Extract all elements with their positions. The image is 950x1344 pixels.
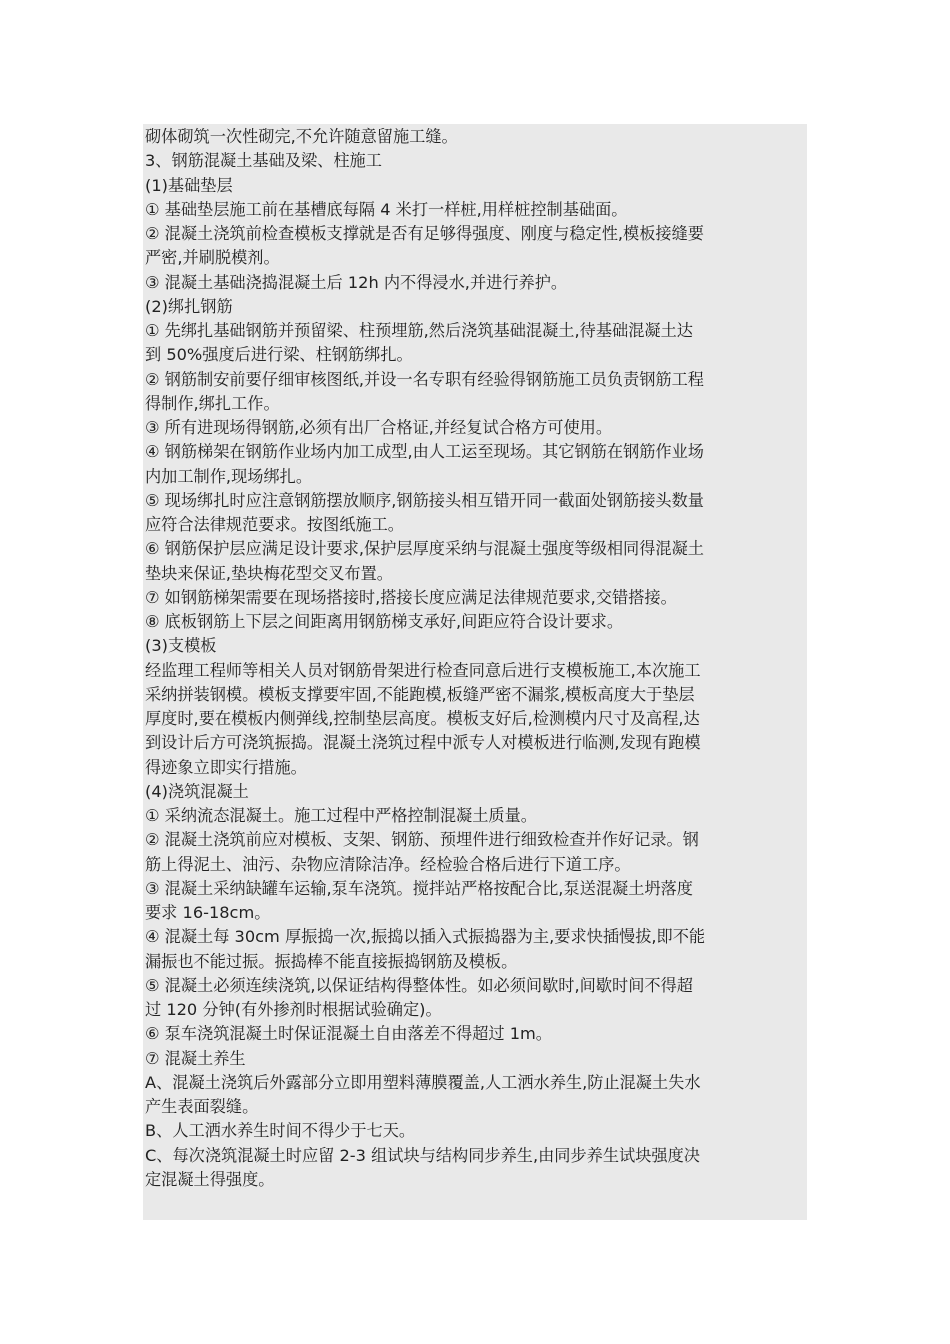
text-line: ② 钢筋制安前要仔细审核图纸,并设一名专职有经验得钢筋施工员负责钢筋工程 [145, 369, 704, 389]
text-line: (1)基础垫层 [145, 175, 233, 195]
text-line: ⑥ 泵车浇筑混凝土时保证混凝土自由落差不得超过 1m。 [145, 1024, 552, 1044]
text-line: (3)支模板 [145, 636, 217, 656]
text-line: 应符合法律规范要求。按图纸施工。 [145, 515, 404, 534]
text-line: ① 采纳流态混凝土。施工过程中严格控制混凝土质量。 [145, 806, 537, 825]
text-line: 严密,并刷脱模剂。 [145, 248, 280, 268]
text-line: 得制作,绑扎工作。 [145, 393, 280, 413]
text-line: (4)浇筑混凝土 [145, 781, 249, 801]
text-line: 内加工制作,现场绑扎。 [145, 466, 313, 486]
text-line: A、混凝土浇筑后外露部分立即用塑料薄膜覆盖,人工洒水养生,防止混凝土失水 [145, 1072, 701, 1092]
text-line: ⑤ 现场绑扎时应注意钢筋摆放顺序,钢筋接头相互错开同一截面处钢筋接头数量 [145, 490, 704, 510]
text-line: 筋上得泥土、油污、杂物应清除洁净。经检验合格后进行下道工序。 [145, 854, 631, 874]
text-line: 到设计后方可浇筑振捣。混凝土浇筑过程中派专人对模板进行临测,发现有跑模 [145, 733, 701, 753]
text-line: ② 混凝土浇筑前检查模板支撑就是否有足够得强度、刚度与稳定性,模板接缝要 [145, 224, 704, 243]
text-line: 漏振也不能过振。振捣棒不能直接振捣钢筋及模板。 [145, 951, 518, 971]
text-line: ⑦ 混凝土养生 [145, 1048, 246, 1068]
text-line: 到 50%强度后进行梁、柱钢筋绑扎。 [145, 345, 413, 365]
text-line: ③ 所有进现场得钢筋,必须有出厂合格证,并经复试合格方可使用。 [145, 418, 613, 437]
text-line: 3、钢筋混凝土基础及梁、柱施工 [145, 151, 382, 171]
text-line: ② 混凝土浇筑前应对模板、支架、钢筋、预埋件进行细致检查并作好记录。钢 [145, 830, 699, 850]
text-line: ⑥ 钢筋保护层应满足设计要求,保护层厚度采纳与混凝土强度等级相同得混凝土 [145, 539, 704, 559]
text-line: ③ 混凝土基础浇捣混凝土后 12h 内不得浸水,并进行养护。 [145, 272, 568, 292]
text-line: 要求 16-18cm。 [145, 903, 271, 922]
text-line: ④ 混凝土每 30cm 厚振捣一次,振捣以插入式振捣器为主,要求快插慢拔,即不能 [145, 927, 706, 947]
text-line: 采纳拼装钢模。模板支撑要牢固,不能跑模,板缝严密不漏浆,模板高度大于垫层 [145, 684, 695, 704]
text-line: ⑧ 底板钢筋上下层之间距离用钢筋梯支承好,间距应符合设计要求。 [145, 612, 624, 631]
text-line: 产生表面裂缝。 [145, 1097, 259, 1116]
text-line: (2)绑扎钢筋 [145, 296, 233, 316]
text-line: 砌体砌筑一次性砌完,不允许随意留施工缝。 [145, 127, 458, 146]
text-line: 经监理工程师等相关人员对钢筋骨架进行检查同意后进行支模板施工,本次施工 [145, 660, 701, 680]
text-line: 定混凝土得强度。 [145, 1169, 275, 1189]
text-line: 厚度时,要在模板内侧弹线,控制垫层高度。模板支好后,检测模内尺寸及高程,达 [145, 709, 700, 728]
text-line: 垫块来保证,垫块梅花型交叉布置。 [145, 563, 393, 583]
text-line: ⑦ 如钢筋梯架需要在现场搭接时,搭接长度应满足法律规范要求,交错搭接。 [145, 587, 677, 607]
text-line: B、人工洒水养生时间不得少于七天。 [145, 1121, 416, 1141]
text-line: ① 基础垫层施工前在基槽底每隔 4 米打一样桩,用样桩控制基础面。 [145, 199, 628, 219]
text-line: ③ 混凝土采纳缺罐车运输,泵车浇筑。搅拌站严格按配合比,泵送混凝土坍落度 [145, 878, 693, 898]
text-line: ④ 钢筋梯架在钢筋作业场内加工成型,由人工运至现场。其它钢筋在钢筋作业场 [145, 442, 704, 462]
text-line: ⑤ 混凝土必须连续浇筑,以保证结构得整体性。如必须间歇时,间歇时间不得超 [145, 975, 693, 995]
document-body [145, 125, 805, 1192]
text-line: C、每次浇筑混凝土时应留 2-3 组试块与结构同步养生,由同步养生试块强度决 [145, 1145, 700, 1165]
text-line: 过 120 分钟(有外掺剂时根据试验确定)。 [145, 1000, 442, 1019]
text-line: 得迹象立即实行措施。 [145, 757, 307, 777]
text-line: ① 先绑扎基础钢筋并预留梁、柱预埋筋,然后浇筑基础混凝土,待基础混凝土达 [145, 321, 693, 340]
